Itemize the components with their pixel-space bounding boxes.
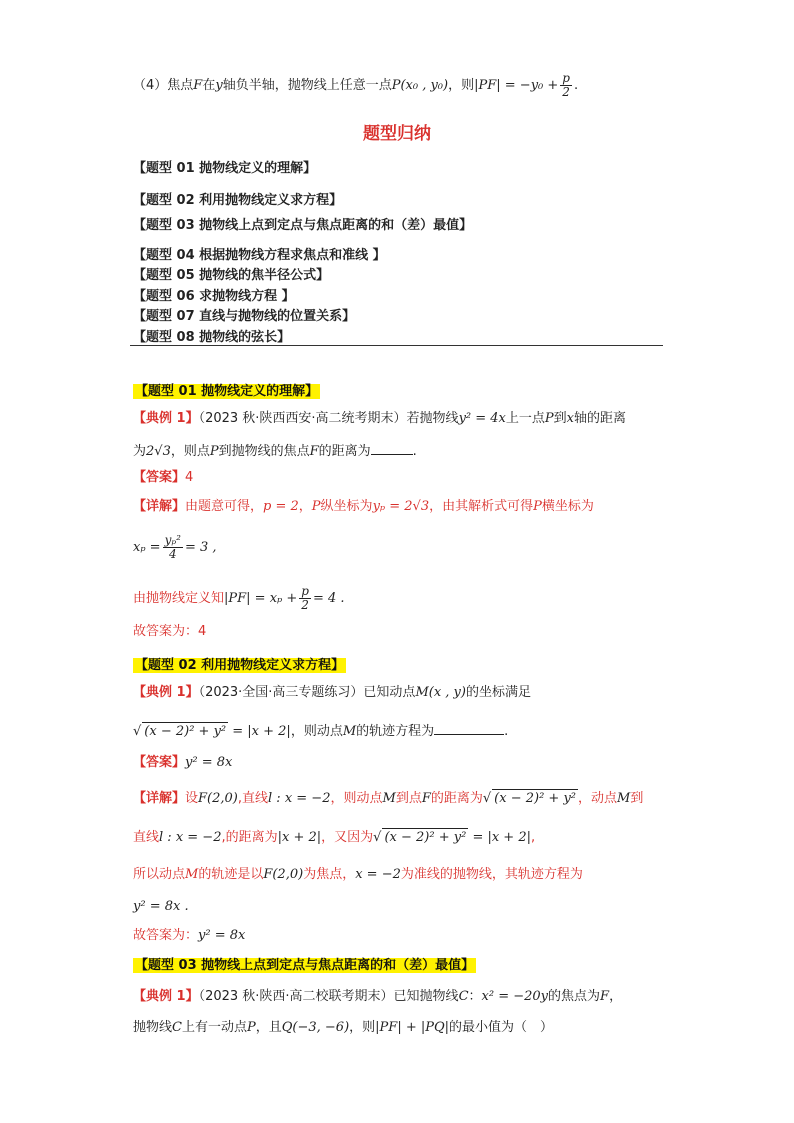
toc-item[interactable]: 【题型 04 根据抛物线方程求焦点和准线 】 — [133, 248, 386, 263]
toc-item[interactable]: 【题型 03 抛物线上点到定点与焦点距离的和（差）最值】 — [133, 218, 473, 233]
example-line: 【典例 1】（2023·全国·高三专题练习）已知动点M(x , y)的坐标满足 — [133, 685, 531, 700]
detail-line: 所以动点M的轨迹是以F(2,0)为焦点，x = −2为准线的抛物线，其轨迹方程为 — [133, 867, 583, 882]
example-line: 抛物线C上有一动点P，且Q(−3, −6)，则|PF| + |PQ|的最小值为（ ） — [133, 1020, 554, 1035]
math-point-P: P(x₀ , y₀) — [391, 78, 449, 93]
detail-line: 【详解】由题意可得，p = 2，P纵坐标为yₚ = 2√3，由其解析式可得P横坐标为 — [133, 499, 594, 514]
toc-item[interactable]: 【题型 06 求抛物线方程 】 — [133, 289, 295, 304]
toc-item[interactable]: 【题型 01 抛物线定义的理解】 — [133, 161, 317, 176]
toc-item[interactable]: 【题型 07 直线与抛物线的位置关系】 — [133, 309, 356, 324]
answer-line: 【答案】y² = 8x — [133, 755, 233, 770]
text: ，则 — [448, 78, 475, 93]
section-header-t02: 【题型 02 利用抛物线定义求方程】 — [135, 658, 345, 673]
example-line: 为2√3，则点P到抛物线的焦点F的距离为 . — [133, 440, 417, 461]
text: （4）焦点 — [133, 78, 194, 93]
math-eq: = −y₀ + — [504, 78, 559, 93]
text: 在 — [202, 78, 216, 93]
example-line: √ (x − 2)² + y² = |x + 2|，则动点M的轨迹方程为 . — [133, 720, 508, 741]
text: . — [573, 78, 579, 93]
answer-line: 【答案】4 — [133, 470, 194, 485]
fraction: $\frac{p}{2}$ — [562, 71, 570, 99]
text: 轴负半轴，抛物线上任意一点 — [222, 78, 392, 93]
math-F: F — [193, 78, 203, 93]
toc-item[interactable]: 【题型 05 抛物线的焦半径公式】 — [133, 268, 330, 283]
final-answer: 故答案为：4 — [133, 624, 207, 639]
detail-line: 直线l : x = −2,的距离为|x + 2|，又因为√ (x − 2)² + y² = |x + 2|, — [133, 830, 536, 845]
toc-item[interactable]: 【题型 08 抛物线的弦长】 — [133, 330, 291, 345]
section-title: 题型归纳 — [363, 124, 431, 144]
detail-line: xₚ = $\frac{\text{yₚ²}}{4}$ = 3 , — [133, 533, 217, 561]
detail-line: 【详解】设F(2,0),直线l : x = −2，则动点M到点F的距离为√ (x − 2)² + y² ，动点M到 — [133, 791, 644, 806]
math-PF: |PF| — [474, 78, 501, 93]
example-line: 【典例 1】（2023 秋·陕西·高二校联考期末）已知抛物线C：x² = −20y的焦点为F， — [133, 989, 623, 1004]
divider — [130, 345, 663, 346]
answer-blank[interactable] — [371, 440, 413, 455]
math-y: y — [215, 78, 223, 93]
detail-line: y² = 8x . — [133, 899, 189, 914]
example-line: 【典例 1】（2023 秋·陕西西安·高二统考期末）若抛物线y² = 4x上一点P到x轴的距离 — [133, 411, 627, 426]
section-header-t03: 【题型 03 抛物线上点到定点与焦点距离的和（差）最值】 — [135, 958, 475, 973]
final-answer: 故答案为：y² = 8x — [133, 928, 246, 943]
property-line-4 — [133, 72, 578, 99]
toc-item[interactable]: 【题型 02 利用抛物线定义求方程】 — [133, 193, 343, 208]
answer-blank[interactable] — [434, 720, 504, 735]
section-header-t01: 【题型 01 抛物线定义的理解】 — [135, 384, 319, 399]
detail-line: 由抛物线定义知|PF| = xₚ + $\frac{p}{2}$ = 4 . — [133, 584, 345, 612]
